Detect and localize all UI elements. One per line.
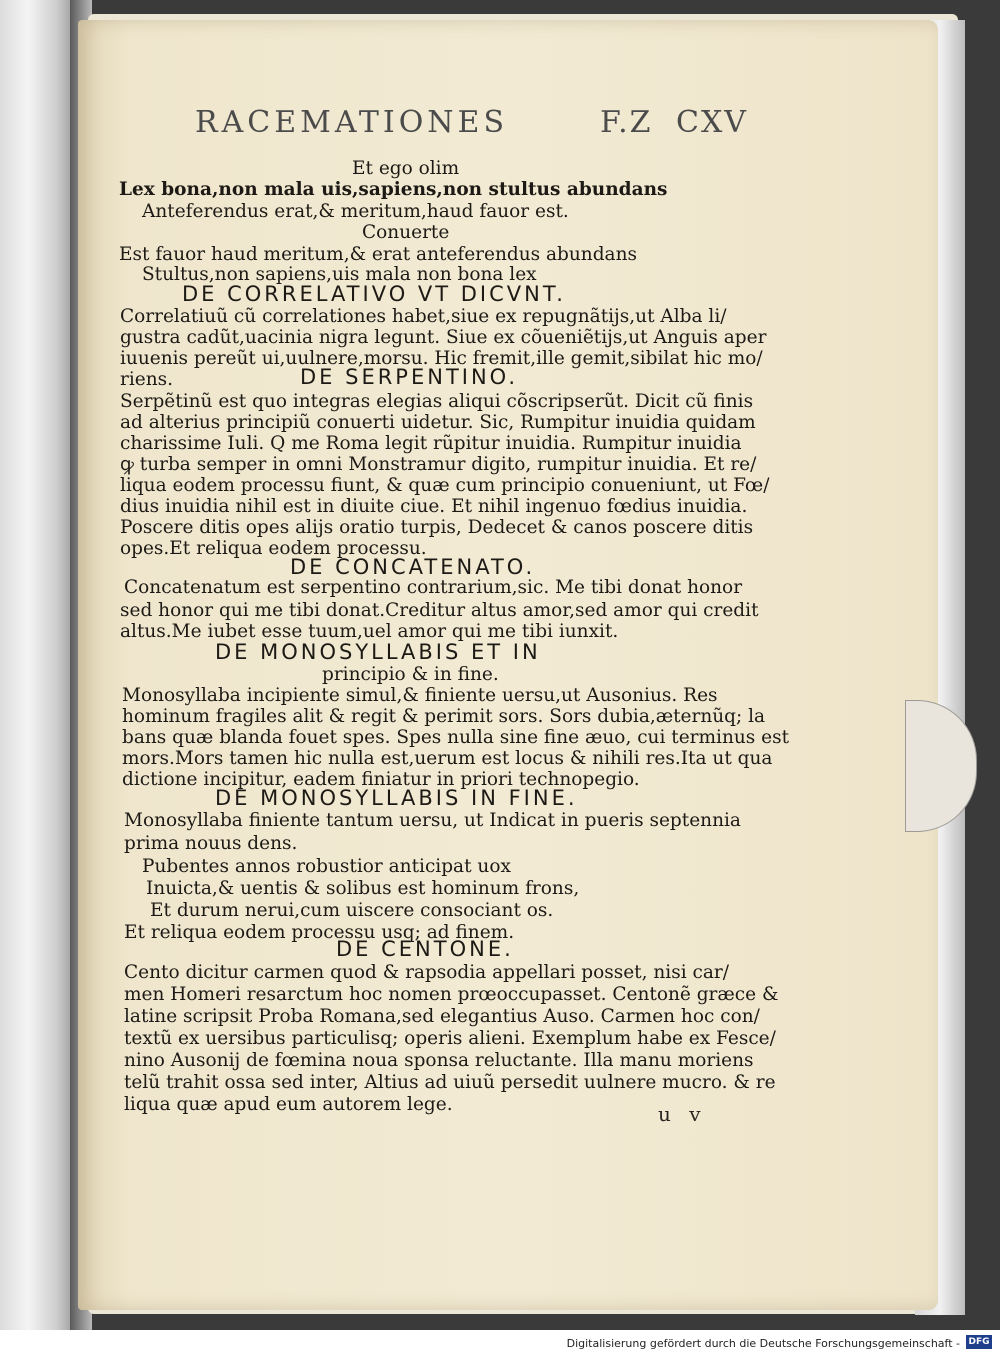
text-line: Et reliqua eodem processu usq; ad finem. xyxy=(124,922,515,943)
text-line: principio & in fine. xyxy=(322,664,499,685)
section-heading: DE CENTONE. xyxy=(336,937,514,961)
section-heading: DE CONCATENATO. xyxy=(290,555,536,579)
verse-line: Inuicta,& uentis & solibus est hominum frons, xyxy=(146,878,580,899)
running-head-left: RACEMATIONES xyxy=(195,105,509,140)
text-line: Et ego olim xyxy=(352,158,460,179)
text-line: altus.Me iubet esse tuum,uel amor qui me tibi iunxit. xyxy=(120,621,619,642)
binding-board-left xyxy=(0,0,80,1330)
text-line: gustra cadũt,uacinia nigra legunt. Siue ex cõueniẽtijs,ut Anguis aper xyxy=(120,327,767,348)
text-line: Conuerte xyxy=(362,222,450,243)
text-line: Anteferendus erat,& meritum,haud fauor est. xyxy=(142,201,569,222)
text-line: Serpẽtinũ est quo integras elegias aliqui cõscripserũt. Dicit cũ finis xyxy=(120,391,754,412)
text-line: opes.Et reliqua eodem processu. xyxy=(120,538,427,559)
text-line: dius inuidia nihil est in diuite ciue. Et nihil ingenuo fœdius inuidia. xyxy=(120,496,748,517)
running-head-folio: CXV xyxy=(676,105,748,140)
text-line: latine scripsit Proba Romana,sed elegantius Auso. Carmen hoc con/ xyxy=(124,1006,760,1027)
verse-line: Et durum nerui,cum uiscere consociant os. xyxy=(150,900,554,921)
text-line: Monosyllaba finiente tantum uersu, ut Indicat in pueris septennia xyxy=(124,810,741,831)
text-line: riens. xyxy=(120,369,173,390)
text-line: mors.Mors tamen hic nulla est,uerum est locus & nihili res.Ita ut qua xyxy=(122,748,773,769)
text-line: textũ ex uersibus particulisq; operis alieni. Exemplum habe ex Fesce/ xyxy=(124,1028,776,1049)
text-line: Correlatiuũ cũ correlationes habet,siue ex repugnãtijs,ut Alba li/ xyxy=(120,306,727,327)
text-line: liqua eodem processu fiunt, & quæ cum principio conueniunt, ut Fœ/ xyxy=(120,475,770,496)
footer-credit: Digitalisierung gefördert durch die Deutsche Forschungsgemeinschaft - xyxy=(566,1337,960,1350)
text-line: Lex bona,non mala uis,sapiens,non stultus abundans xyxy=(119,179,668,200)
verse-line: Pubentes annos robustior anticipat uox xyxy=(142,856,511,877)
text-line: charissime Iuli. Q me Roma legit rũpitur inuidia. Rumpitur inuidia xyxy=(120,433,742,454)
text-line: hominum fragiles alit & regit & perimit sors. Sors dubia,æternũq; la xyxy=(122,706,766,727)
section-heading: DE MONOSYLLABIS ET IN xyxy=(215,640,541,664)
text-line: Concatenatum est serpentino contrarium,sic. Me tibi donat honor xyxy=(124,577,743,598)
text-line: ad alterius principiũ conuerti uidetur. Sic, Rumpitur inuidia quidam xyxy=(120,412,756,433)
text-line: iuuenis pereũt ui,uulnere,morsu. Hic fremit,ille gemit,sibilat hic mo/ xyxy=(120,348,763,369)
text-line: telũ trahit ossa sed inter, Altius ad uiuũ persedit uulnere mucro. & re xyxy=(124,1072,776,1093)
text-line: liqua quæ apud eum autorem lege. xyxy=(124,1094,453,1115)
text-line: ꝙ turba semper in omni Monstramur digito, rumpitur inuidia. Et re/ xyxy=(120,454,757,475)
text-line: prima nouus dens. xyxy=(124,833,298,854)
text-line: Cento dicitur carmen quod & rapsodia appellari posset, nisi car/ xyxy=(124,962,729,983)
text-line: nino Ausonij de fœmina noua sponsa reluctante. Illa manu moriens xyxy=(124,1050,754,1071)
text-line: Poscere ditis opes alijs oratio turpis, Dedecet & canos poscere ditis xyxy=(120,517,754,538)
section-heading: DE MONOSYLLABIS IN FINE. xyxy=(215,786,578,810)
text-line: men Homeri resarctum hoc nomen prœoccupasset. Centonẽ græce & xyxy=(124,984,779,1005)
text-line: bans quæ blanda fouet spes. Spes nulla sine fine æuo, cui terminus est xyxy=(122,727,790,748)
text-line: sed honor qui me tibi donat.Creditur altus amor,sed amor qui credit xyxy=(120,600,759,621)
text-line: Stultus,non sapiens,uis mala non bona lex xyxy=(142,264,537,285)
section-heading: DE SERPENTINO. xyxy=(300,365,519,389)
text-line: dictione incipitur, eadem finiatur in priori technopegio. xyxy=(122,769,640,790)
text-line: Est fauor haud meritum,& erat anteferendus abundans xyxy=(119,244,637,265)
signature-mark: u v xyxy=(658,1102,707,1126)
section-heading: DE CORRELATIVO VT DICVNT. xyxy=(182,282,566,306)
dfg-logo[interactable]: DFG xyxy=(966,1335,992,1349)
text-line: Monosyllaba incipiente simul,& finiente uersu,ut Ausonius. Res xyxy=(122,685,718,706)
clasp-tab xyxy=(905,700,977,832)
running-head-signature: F.Z xyxy=(600,105,653,140)
